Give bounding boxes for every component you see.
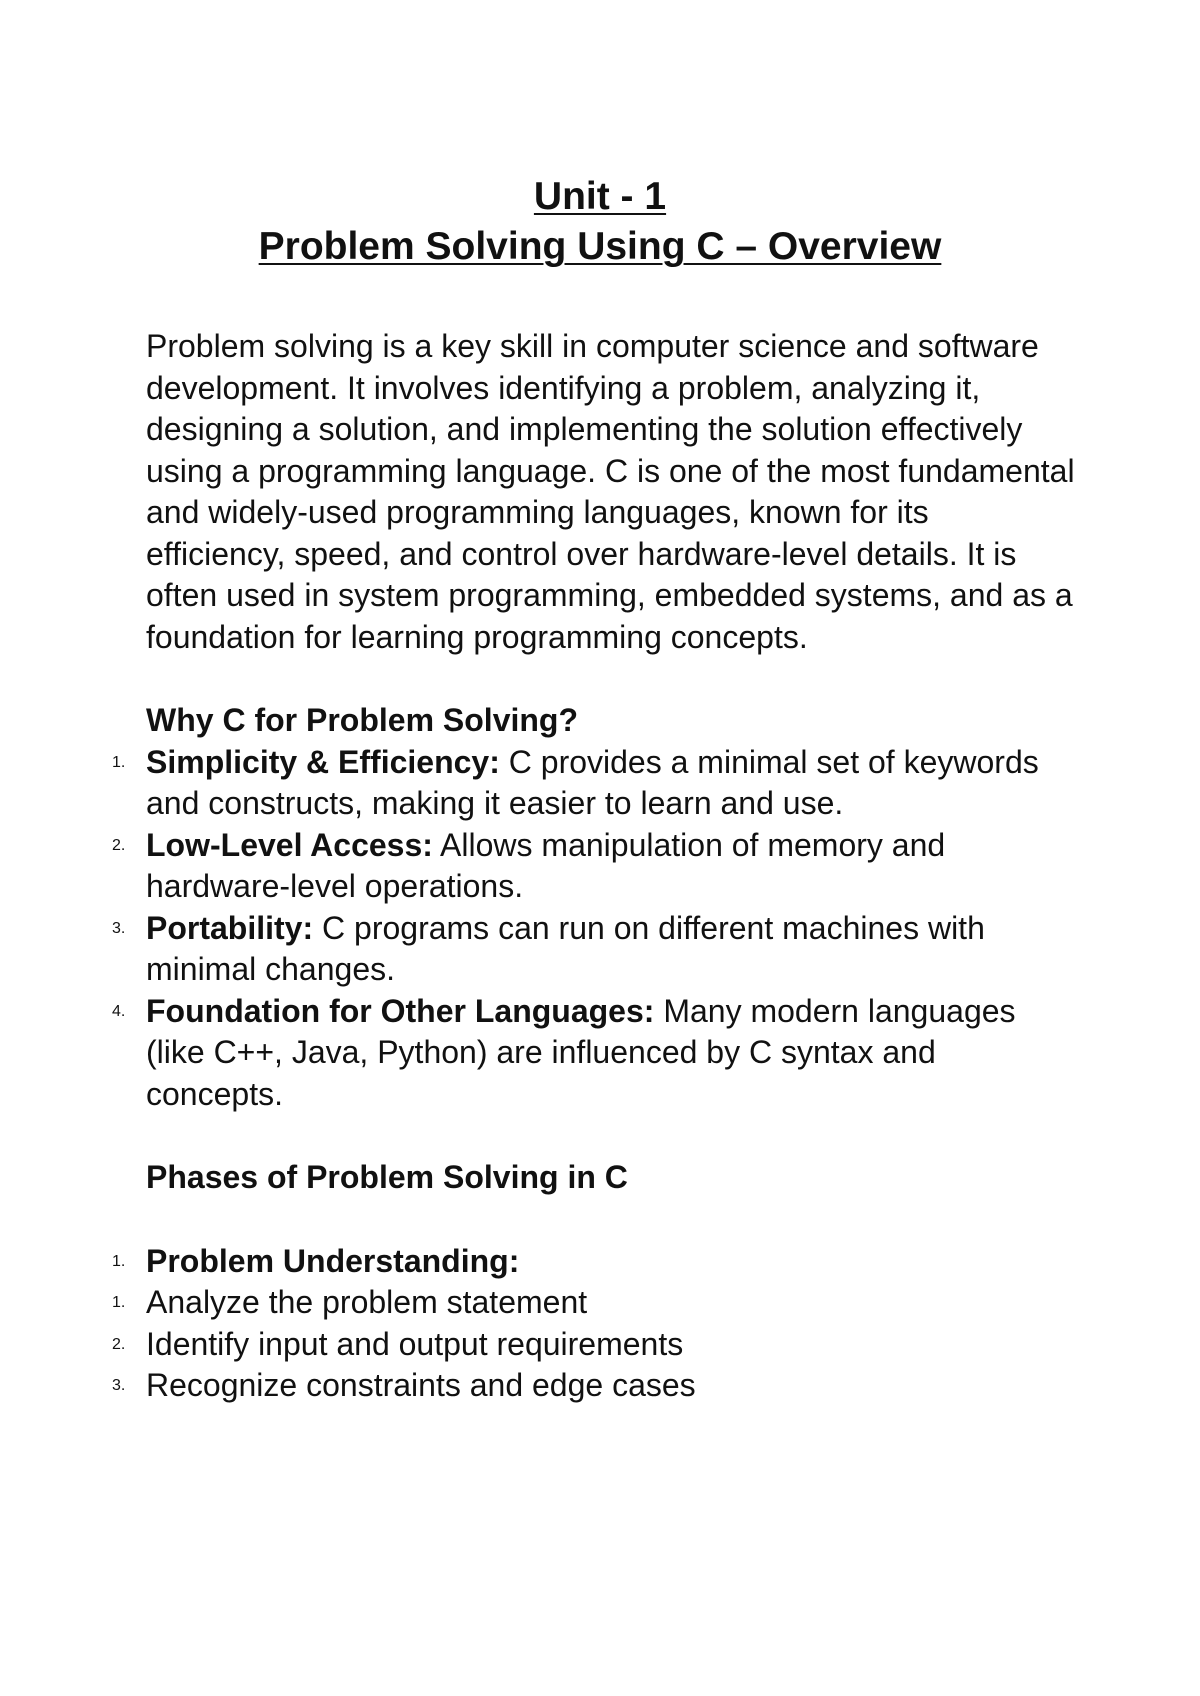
spacer [146,658,1076,700]
list-item [112,1365,1076,1407]
list-item-text: C programs can run on different machines with minimal changes. [146,909,985,987]
document-title: Problem Solving Using C – Overview [258,225,942,268]
list-item [112,742,1076,825]
list-marker: 1. [112,753,126,771]
list-item [112,1241,1076,1283]
list-item [112,991,1076,1116]
list-item [112,908,1076,991]
list-item-text: Identify input and output requirements [146,1325,684,1362]
list-item-term: Portability: [146,909,314,946]
list-item-term: Simplicity & Efficiency: [146,743,500,780]
list-item-term: Problem Understanding: [146,1242,520,1279]
list-marker: 1. [112,1294,126,1311]
unit-title: Unit - 1 [533,175,667,218]
list-marker: 4. [112,1002,126,1020]
list-item-term: Foundation for Other Languages: [146,992,655,1029]
phases-list [112,1241,1076,1407]
spacer [146,1115,1076,1157]
why-c-list [112,742,1076,1116]
title-block [0,172,1200,272]
list-item [112,1282,1076,1324]
spacer [146,1199,1076,1241]
intro-paragraph: Problem solving is a key skill in computer science and software development. It involves identifying a problem, analyzing it, designing a solution, and implementing the solution effectively using a programming language. C is one of the most fundamental and widely-used programming languages, known for its efficiency, speed, and control over hardware-level details. It is often used in system programming, embedded systems, and as a foundation for learning programming concepts. [146,328,1075,655]
list-item [112,1324,1076,1366]
list-item [112,825,1076,908]
list-item-text: C provides a minimal set of keywords and constructs, making it easier to learn and use. [146,743,1039,821]
list-item-text: Analyze the problem statement [146,1284,588,1320]
why-c-heading: Why C for Problem Solving? [146,702,579,738]
phases-heading: Phases of Problem Solving in C [146,1159,628,1195]
list-marker: 2. [112,836,126,854]
list-marker: 3. [112,1377,126,1394]
list-marker: 1. [112,1252,126,1270]
list-marker: 2. [112,1335,126,1353]
list-item-term: Low-Level Access: [146,826,433,863]
list-marker: 3. [112,919,126,937]
list-item-text: Allows manipulation of memory and hardware-level operations. [146,826,946,904]
list-item-text: Recognize constraints and edge cases [146,1367,696,1403]
list-item-text: Many modern languages (like C++, Java, Python) are influenced by C syntax and concepts. [146,992,1016,1112]
content-body [112,326,1076,1407]
